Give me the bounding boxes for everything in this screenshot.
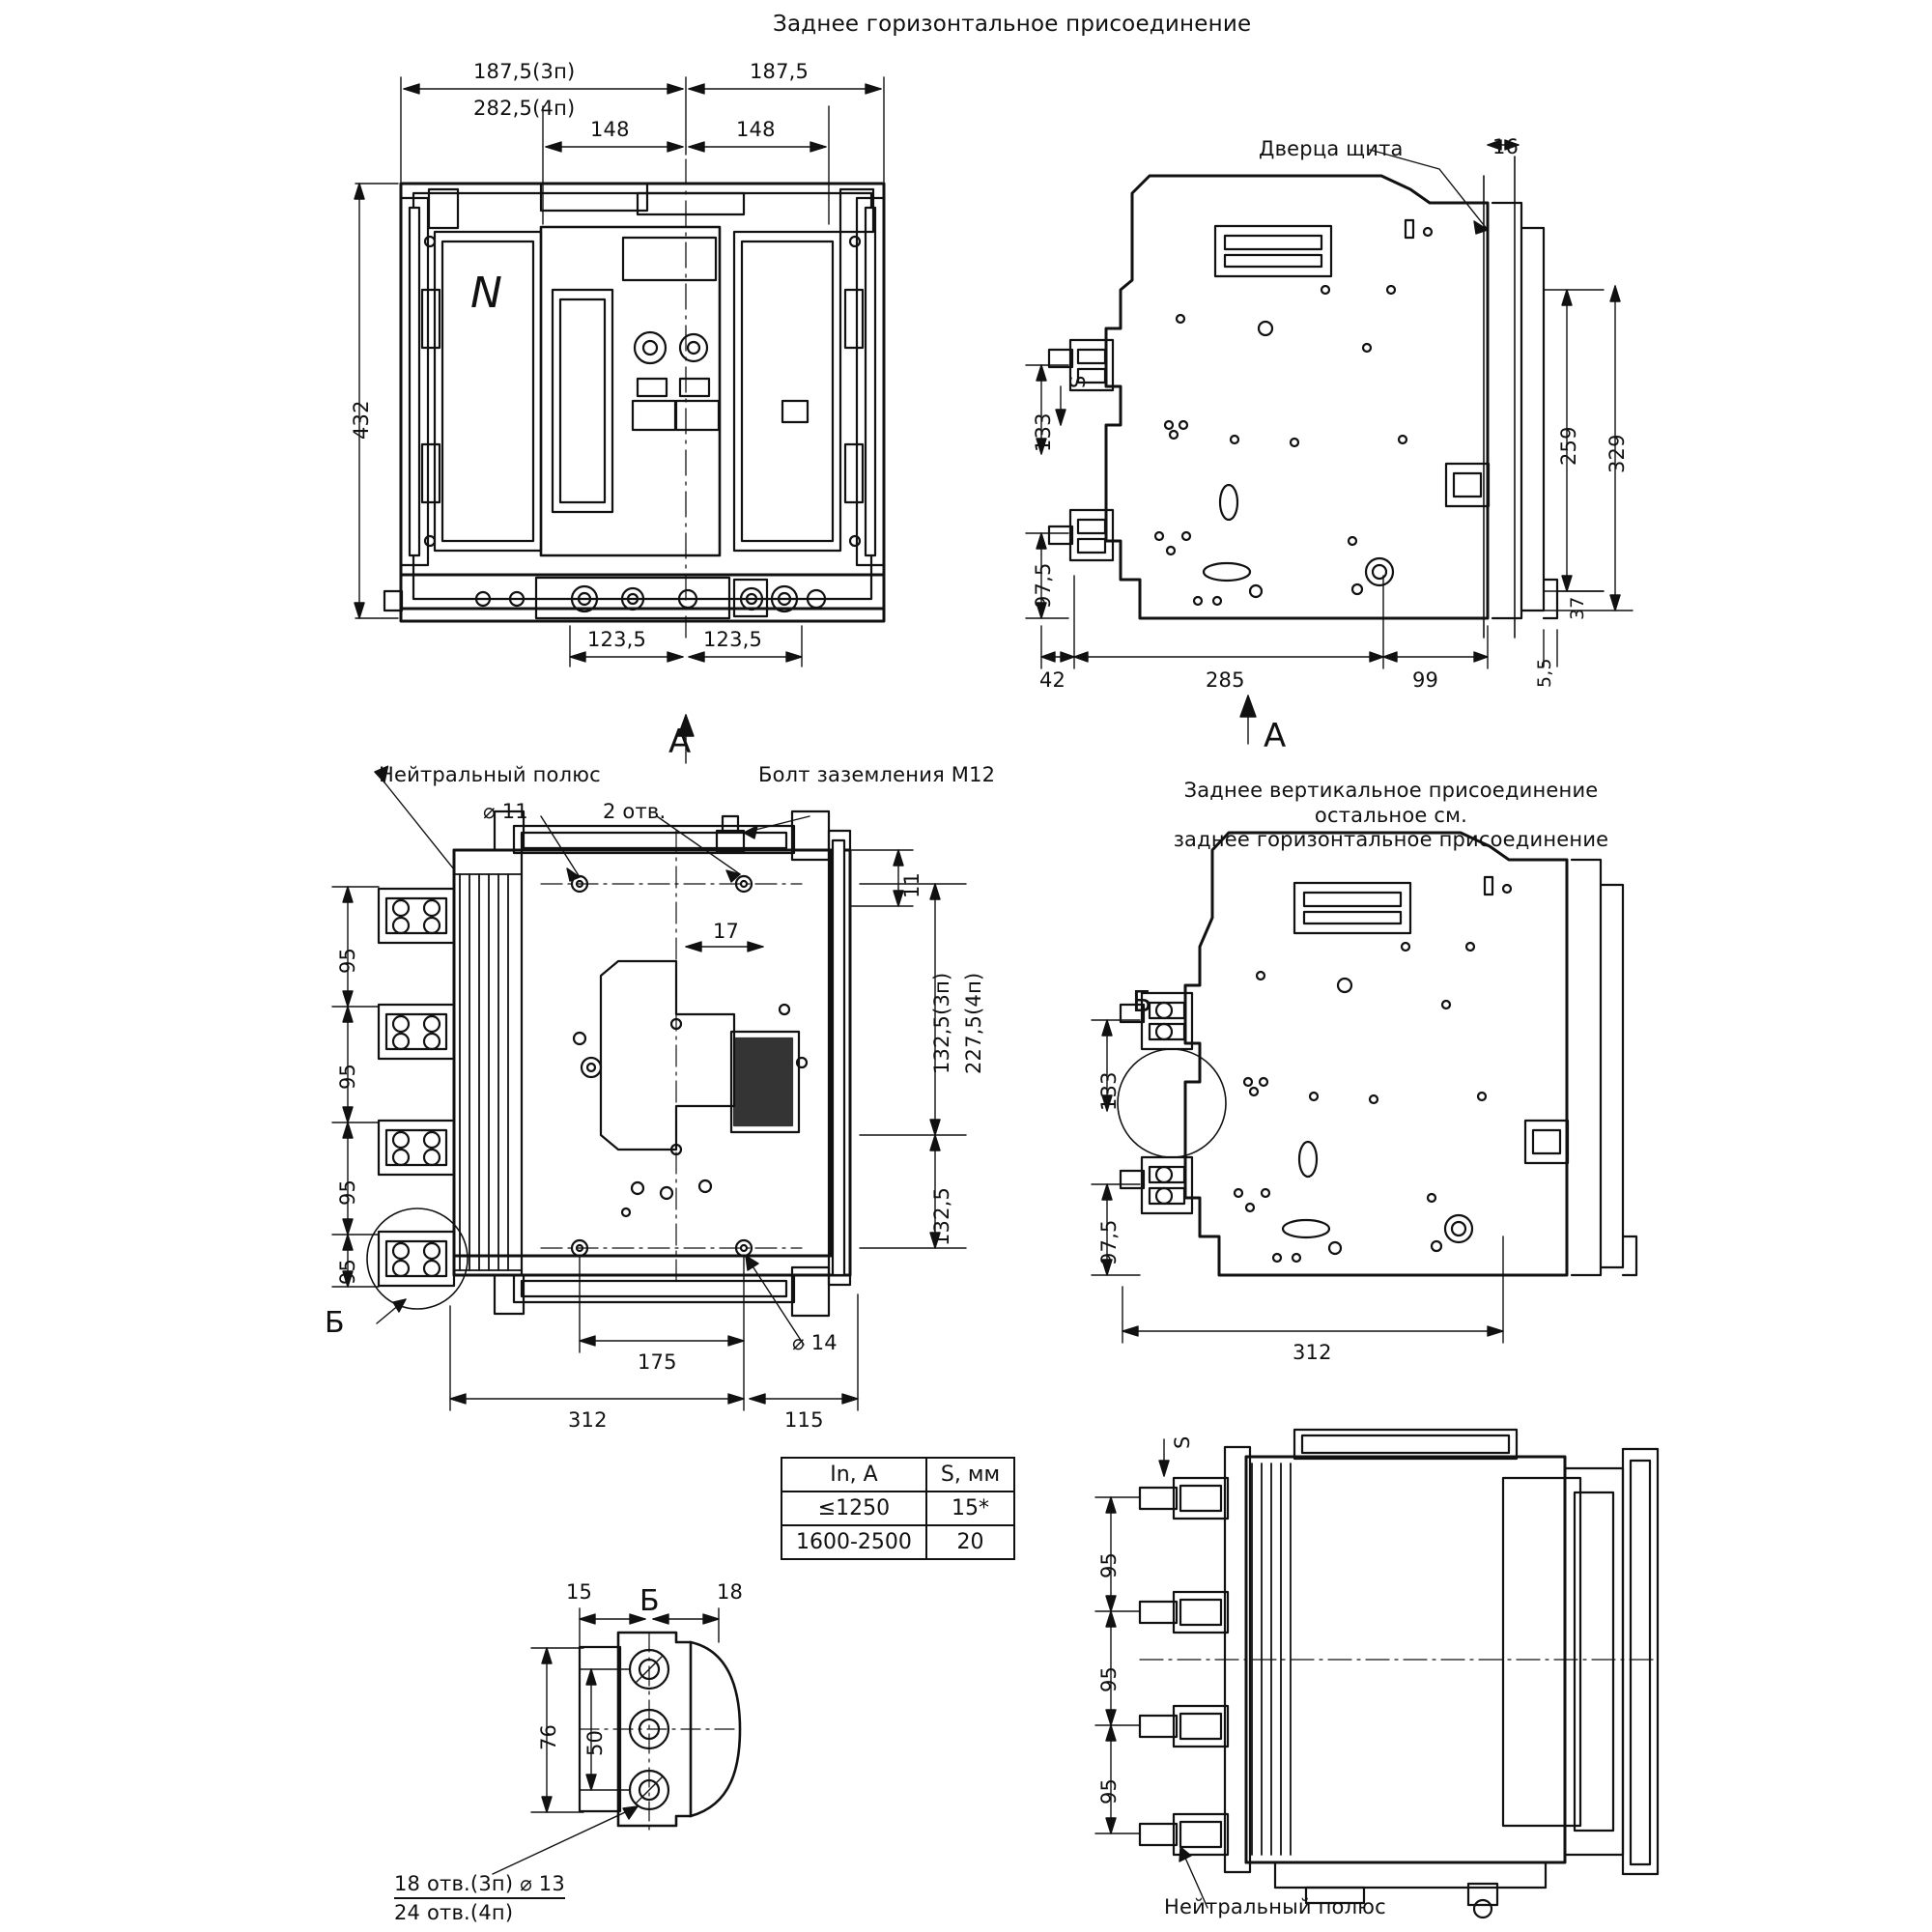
dim-side-5-5: 5,5 [1534, 658, 1555, 688]
view-label-b-vertical: Б [1132, 985, 1152, 1019]
dim-front-width-right: 187,5 [750, 60, 810, 83]
callout-18-holes: 18 отв.(3п) ⌀ 13 [394, 1872, 565, 1899]
top-view-dimensions [332, 765, 966, 1410]
callout-2-holes: 2 отв. [603, 800, 667, 823]
callout-dia-14: ⌀ 14 [792, 1331, 838, 1354]
top-view [367, 811, 850, 1316]
section-title-vertical [1121, 779, 1662, 853]
dim-side-99: 99 [1412, 668, 1439, 692]
dim-vert-97-5: 97,5 [1097, 1219, 1121, 1265]
table-row [781, 1492, 1014, 1525]
dim-side-97-5: 97,5 [1032, 562, 1055, 609]
dim-side-285: 285 [1206, 668, 1245, 692]
table-row [781, 1525, 1014, 1559]
callout-door: Дверца щита [1259, 137, 1404, 160]
dim-side-329: 329 [1605, 434, 1629, 473]
section-title-line3: заднее горизонтальное присоединение [1173, 828, 1609, 852]
dim-vert-133: 133 [1097, 1071, 1121, 1111]
dim-detail-76: 76 [537, 1723, 560, 1750]
dim-top-95-3: 95 [336, 1179, 359, 1206]
dim-side-42: 42 [1039, 668, 1066, 692]
dim-bottom-95-2: 95 [1097, 1665, 1121, 1692]
dim-front-148-left: 148 [590, 118, 630, 141]
dim-top-95-1: 95 [336, 947, 359, 974]
dim-top-17: 17 [713, 920, 740, 943]
dim-side-259: 259 [1557, 426, 1580, 466]
dim-top-312: 312 [568, 1408, 608, 1432]
dim-detail-50: 50 [583, 1729, 607, 1756]
view-label-b-detail: Б [639, 1584, 660, 1618]
dim-top-95-2: 95 [336, 1063, 359, 1090]
current-rating-table [781, 1457, 1015, 1560]
dim-front-width-4p: 282,5(4п) [473, 97, 576, 120]
dim-bottom-95-3: 95 [1097, 1777, 1121, 1804]
table-header-s: S, мм [926, 1458, 1014, 1492]
callout-ground-bolt: Болт заземления М12 [758, 763, 996, 786]
dim-top-175: 175 [638, 1350, 677, 1374]
callout-neutral-pole: Нейтральный полюс [379, 763, 601, 786]
table-cell-in-1: ≤1250 [781, 1492, 926, 1525]
dim-bottom-s: S [1171, 1435, 1194, 1449]
dim-front-123-5-left: 123,5 [587, 628, 647, 651]
bottom-view-vertical [1140, 1430, 1658, 1918]
dim-top-11: 11 [900, 871, 923, 898]
callout-24-holes: 24 отв.(4п) [394, 1901, 514, 1924]
dim-top-132-5: 132,5 [930, 1186, 953, 1246]
dim-detail-15: 15 [566, 1580, 593, 1604]
view-label-a-front: А [668, 723, 692, 761]
dim-vert-312: 312 [1293, 1341, 1332, 1364]
dim-bottom-95-1: 95 [1097, 1551, 1121, 1578]
table-header-in: In, A [781, 1458, 926, 1492]
front-view [384, 159, 884, 638]
dim-top-227-5-4p: 227,5(4п) [962, 972, 985, 1074]
dim-side-133: 133 [1032, 412, 1055, 452]
page-title: Заднее горизонтальное присоединение [773, 12, 1252, 37]
section-title-line1: Заднее вертикальное присоединение [1183, 779, 1599, 802]
dim-top-95-4: 95 [336, 1258, 359, 1285]
dim-front-height-432: 432 [350, 400, 373, 440]
view-label-a-side: А [1264, 717, 1287, 755]
table-cell-s-2: 20 [926, 1525, 1014, 1559]
svg-text:N: N [470, 269, 502, 318]
section-title-line2: остальное см. [1314, 803, 1468, 827]
dim-detail-18: 18 [717, 1580, 744, 1604]
table-cell-in-2: 1600-2500 [781, 1525, 926, 1559]
dim-side-16: 16 [1492, 135, 1520, 158]
dim-front-148-right: 148 [736, 118, 776, 141]
dim-front-123-5-right: 123,5 [703, 628, 763, 651]
dim-side-s: S [1066, 375, 1090, 388]
dim-top-132-5-3p: 132,5(3п) [930, 972, 953, 1074]
side-view-vertical [1118, 833, 1636, 1275]
view-label-b-top: Б [325, 1306, 345, 1340]
table-header-row [781, 1458, 1014, 1492]
dim-front-width-3p: 187,5(3п) [473, 60, 576, 83]
dim-side-37: 37 [1567, 596, 1588, 620]
table-cell-s-1: 15* [926, 1492, 1014, 1525]
dim-top-115: 115 [784, 1408, 824, 1432]
callout-dia-11: ⌀ 11 [483, 800, 528, 823]
side-view-dimensions [1026, 140, 1633, 744]
callout-neutral-pole-bottom: Нейтральный полюс [1164, 1895, 1386, 1918]
